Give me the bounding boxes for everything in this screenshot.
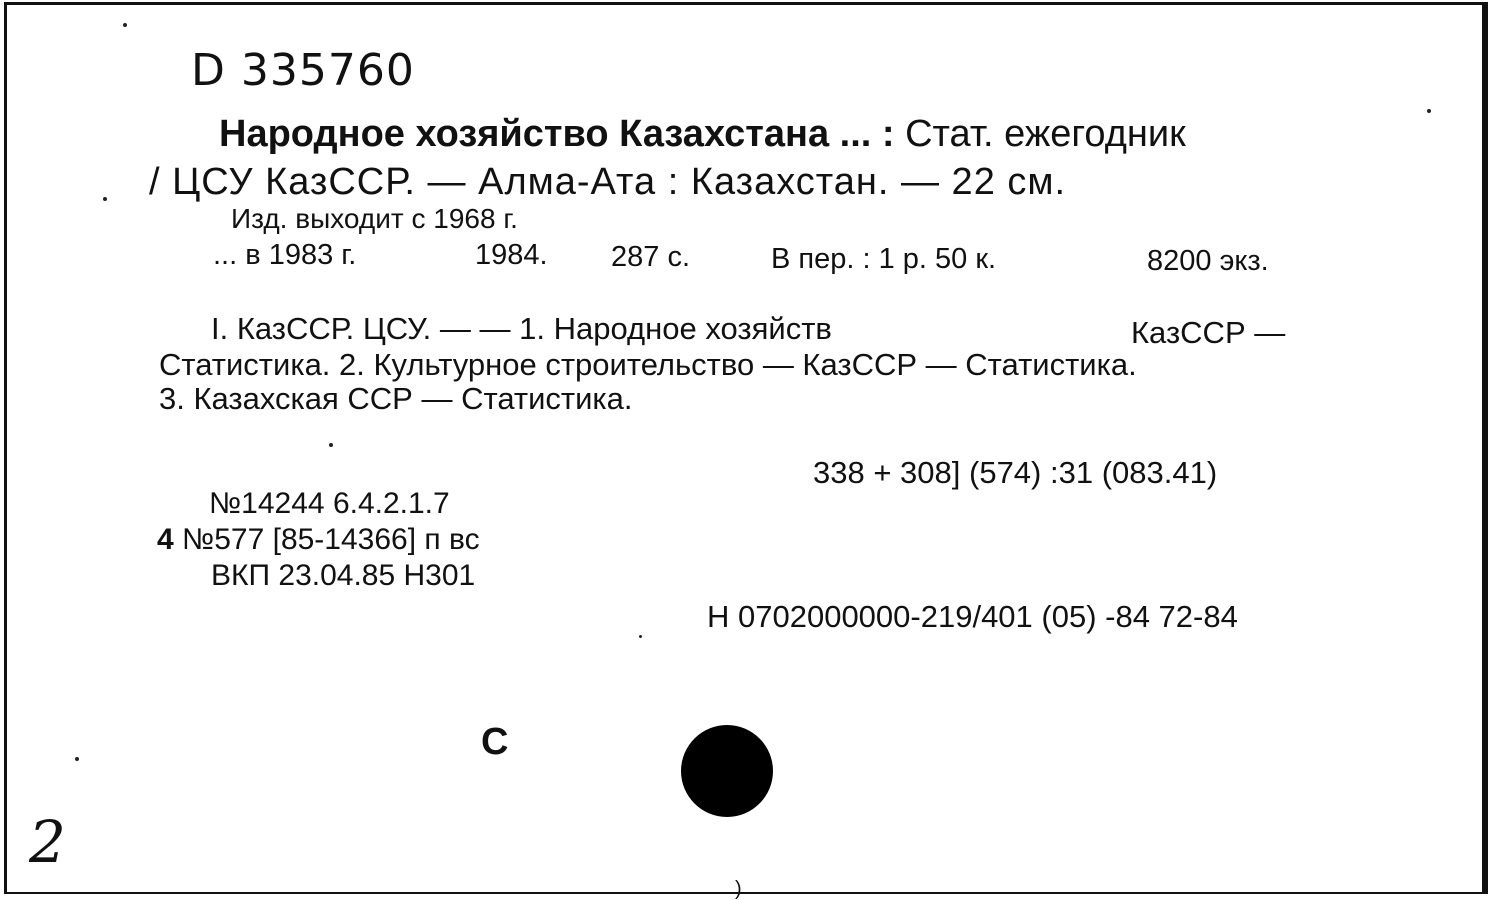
letter-mark: С <box>481 721 509 763</box>
speck <box>123 23 127 27</box>
order-prefix: 4 <box>157 523 174 556</box>
order-line <box>157 525 480 555</box>
vkp-line: ВКП 23.04.85 Н301 <box>211 559 476 592</box>
holdings-copies: 8200 экз. <box>1147 245 1269 277</box>
title-line-2: / ЦСУ КазССР. — Алма-Ата : Казахстан. — 22 см. <box>149 161 1067 203</box>
order-text: №577 [85-14366] п вс <box>182 523 480 556</box>
catalog-card <box>4 2 1488 900</box>
handwritten-digit: 2 <box>29 808 66 876</box>
note-line: Изд. выходит с 1968 г. <box>231 203 518 234</box>
speck <box>329 443 333 447</box>
subjects-line-1b: КазССР — <box>1131 315 1286 350</box>
title-bold: Народное хозяйство Казахстана ... : <box>219 113 895 155</box>
speck <box>103 197 107 201</box>
record-number: №14244 6.4.2.1.7 <box>209 487 450 520</box>
holdings-pub-year: 1984. <box>475 239 548 271</box>
call-number: D 335760 <box>191 45 415 96</box>
speck <box>1427 109 1431 113</box>
speck <box>639 635 642 638</box>
bottom-mark: ) <box>735 878 742 900</box>
title-line-1 <box>219 115 1186 153</box>
holdings-binding-price: В пер. : 1 р. 50 к. <box>771 243 997 275</box>
subjects-line-3: 3. Казахская ССР — Статистика. <box>159 381 633 416</box>
punch-hole <box>681 725 773 817</box>
classification-index: 338 + 308] (574) :31 (083.41) <box>813 455 1218 490</box>
publisher-code-line: Н 0702000000-219/401 (05) -84 72-84 <box>707 599 1238 634</box>
subjects-line-2: Статистика. 2. Культурное строительство — КазССР — Статистика. <box>159 347 1137 382</box>
title-designation: Стат. ежегодник <box>905 113 1186 155</box>
holdings-year-range: ... в 1983 г. <box>213 239 357 271</box>
subjects-line-1a: I. КазССР. ЦСУ. — — 1. Народное хозяйств <box>211 311 832 346</box>
holdings-pages: 287 с. <box>611 241 690 273</box>
speck <box>75 757 79 761</box>
